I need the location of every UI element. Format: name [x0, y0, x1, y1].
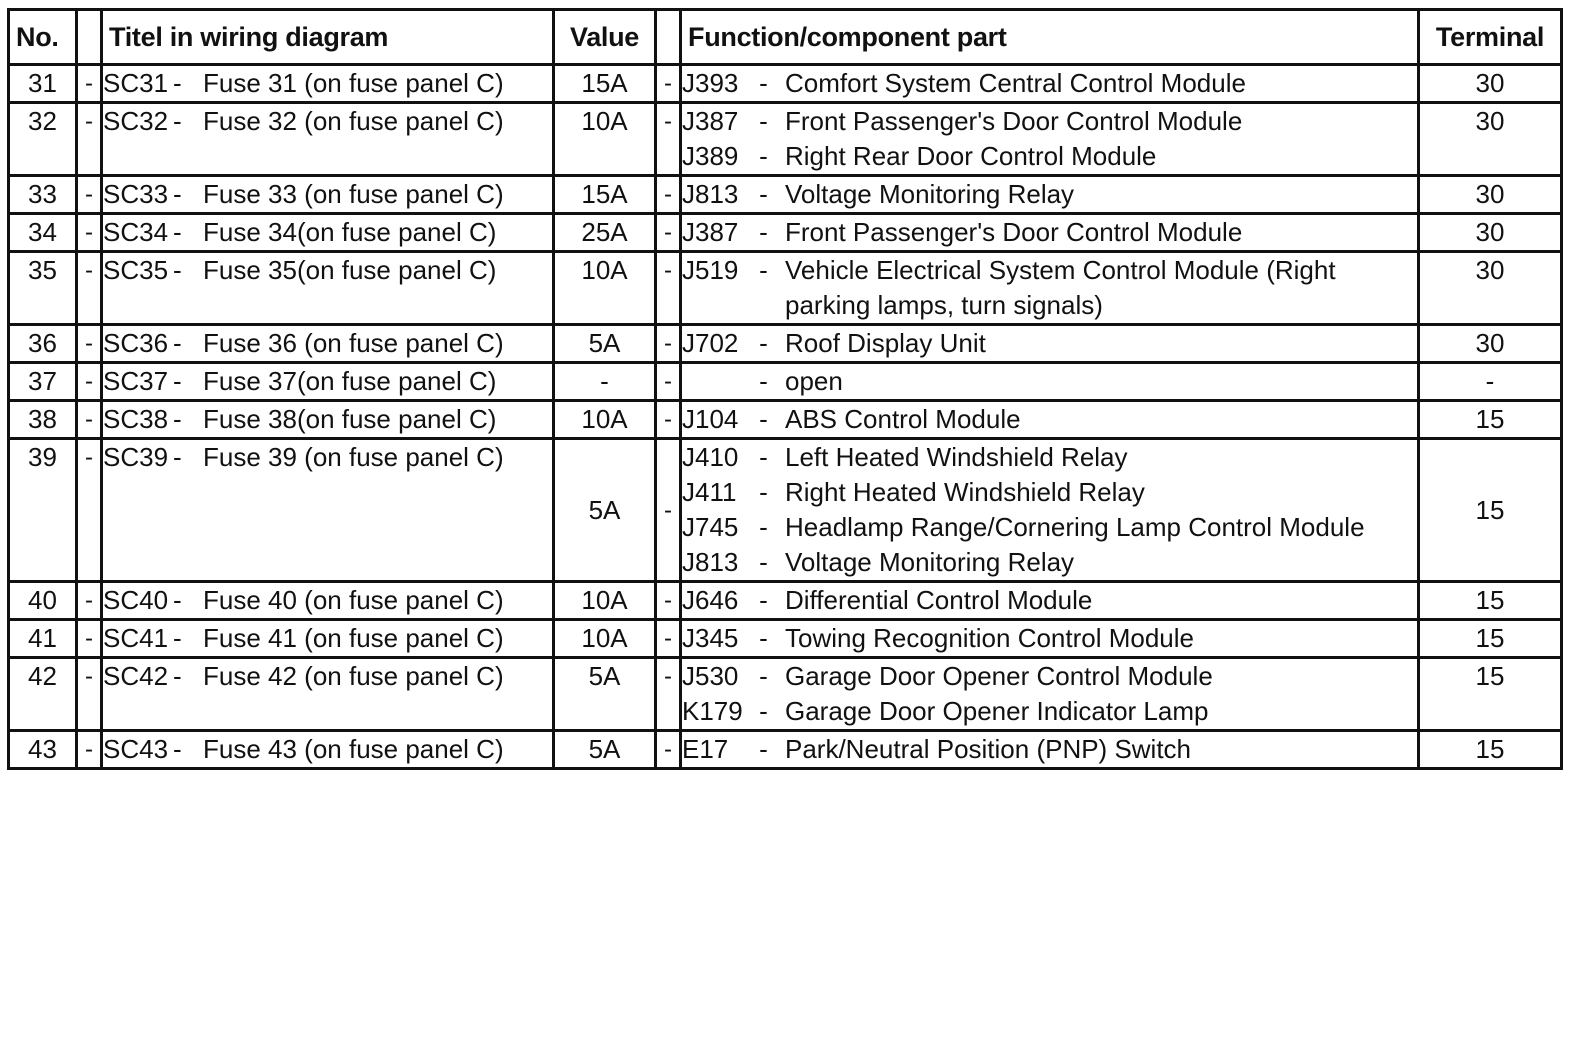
fuse-code-separator: - — [173, 442, 182, 472]
table-row — [9, 103, 1562, 176]
header-function: Function/component part — [681, 10, 1419, 65]
fuse-description: Fuse 42 (on fuse panel C) — [203, 661, 504, 691]
component-separator: - — [759, 328, 768, 358]
component-code: E17 — [682, 734, 729, 764]
fuse-number: 32 — [9, 103, 77, 176]
function-line — [682, 621, 1417, 656]
header-spacer-2 — [656, 10, 681, 65]
component-description: open — [785, 366, 843, 396]
fuse-description: Fuse 34(on fuse panel C) — [203, 217, 497, 247]
dash-cell: - — [656, 103, 681, 176]
component-description: Right Rear Door Control Module — [785, 141, 1157, 171]
fuse-table-container — [7, 8, 1560, 770]
table-row — [9, 252, 1562, 325]
fuse-code: SC35 — [103, 255, 169, 285]
component-code: J410 — [682, 442, 739, 472]
function-cell — [681, 252, 1419, 325]
fuse-value: 10A — [554, 252, 656, 325]
table-row — [9, 214, 1562, 252]
component-separator: - — [759, 217, 768, 247]
component-code: J646 — [682, 585, 739, 615]
component-description: Voltage Monitoring Relay — [785, 179, 1075, 209]
fuse-description: Fuse 40 (on fuse panel C) — [203, 585, 504, 615]
component-code: J530 — [682, 661, 739, 691]
table-row — [9, 731, 1562, 769]
component-separator: - — [759, 477, 768, 507]
terminal-cell: 15 — [1419, 582, 1562, 620]
dash-cell: - — [77, 103, 102, 176]
dash-cell: - — [656, 176, 681, 214]
fuse-value: 15A — [554, 65, 656, 103]
fuse-number: 40 — [9, 582, 77, 620]
fuse-description: Fuse 37(on fuse panel C) — [203, 366, 497, 396]
function-line — [682, 253, 1417, 323]
terminal-cell: 15 — [1419, 439, 1562, 582]
dash-cell: - — [656, 731, 681, 769]
table-row — [9, 582, 1562, 620]
terminal-cell: 30 — [1419, 214, 1562, 252]
component-description: Vehicle Electrical System Control Module (Right parking lamps, turn signals) — [785, 255, 1336, 320]
function-line — [682, 440, 1417, 475]
header-no: No. — [9, 10, 77, 65]
terminal-cell: 15 — [1419, 658, 1562, 731]
function-cell — [681, 325, 1419, 363]
component-code: J387 — [682, 106, 739, 136]
dash-cell: - — [77, 401, 102, 439]
component-separator: - — [759, 366, 768, 396]
component-separator: - — [759, 512, 768, 542]
function-line — [682, 326, 1417, 361]
fuse-description: Fuse 36 (on fuse panel C) — [203, 328, 504, 358]
component-separator: - — [759, 734, 768, 764]
fuse-value: 10A — [554, 582, 656, 620]
dash-cell: - — [656, 214, 681, 252]
function-line — [682, 66, 1417, 101]
component-code: J813 — [682, 547, 739, 577]
dash-cell: - — [77, 325, 102, 363]
function-cell — [681, 731, 1419, 769]
header-value: Value — [554, 10, 656, 65]
header-row — [9, 10, 1562, 65]
fuse-value: 10A — [554, 620, 656, 658]
wiring-title — [102, 252, 554, 325]
header-title: Titel in wiring diagram — [102, 10, 554, 65]
fuse-number: 35 — [9, 252, 77, 325]
component-description: Left Heated Windshield Relay — [785, 442, 1128, 472]
wiring-title — [102, 363, 554, 401]
component-code: J345 — [682, 623, 739, 653]
fuse-value: 10A — [554, 103, 656, 176]
fuse-code-separator: - — [173, 68, 182, 98]
fuse-code: SC41 — [103, 623, 169, 653]
fuse-value: 25A — [554, 214, 656, 252]
component-code: J104 — [682, 404, 739, 434]
component-description: Comfort System Central Control Module — [785, 68, 1246, 98]
component-code: K179 — [682, 696, 743, 726]
component-code: J387 — [682, 217, 739, 247]
function-line — [682, 475, 1417, 510]
terminal-cell: 30 — [1419, 176, 1562, 214]
function-line — [682, 139, 1417, 174]
component-separator: - — [759, 141, 768, 171]
wiring-title — [102, 103, 554, 176]
component-separator: - — [759, 585, 768, 615]
fuse-code-separator: - — [173, 366, 182, 396]
fuse-number: 41 — [9, 620, 77, 658]
fuse-description: Fuse 32 (on fuse panel C) — [203, 106, 504, 136]
fuse-code-separator: - — [173, 255, 182, 285]
table-row — [9, 65, 1562, 103]
dash-cell: - — [656, 363, 681, 401]
fuse-value: 5A — [554, 325, 656, 363]
component-description: ABS Control Module — [785, 404, 1021, 434]
function-line — [682, 545, 1417, 580]
fuse-number: 43 — [9, 731, 77, 769]
fuse-code-separator: - — [173, 585, 182, 615]
fuse-code-separator: - — [173, 734, 182, 764]
function-cell — [681, 214, 1419, 252]
function-cell — [681, 658, 1419, 731]
function-line — [682, 215, 1417, 250]
fuse-code: SC39 — [103, 442, 169, 472]
wiring-title — [102, 731, 554, 769]
table-row — [9, 325, 1562, 363]
component-separator: - — [759, 255, 768, 285]
component-separator: - — [759, 547, 768, 577]
fuse-value: 5A — [554, 731, 656, 769]
fuse-number: 31 — [9, 65, 77, 103]
fuse-number: 39 — [9, 439, 77, 582]
wiring-title — [102, 401, 554, 439]
function-line — [682, 659, 1417, 694]
component-description: Garage Door Opener Control Module — [785, 661, 1213, 691]
fuse-value: - — [554, 363, 656, 401]
fuse-description: Fuse 38(on fuse panel C) — [203, 404, 497, 434]
function-cell — [681, 582, 1419, 620]
dash-cell: - — [77, 582, 102, 620]
component-description: Headlamp Range/Cornering Lamp Control Module — [785, 512, 1365, 542]
terminal-cell: 15 — [1419, 620, 1562, 658]
fuse-table — [7, 8, 1563, 770]
component-description: Right Heated Windshield Relay — [785, 477, 1145, 507]
header-terminal: Terminal — [1419, 10, 1562, 65]
component-separator: - — [759, 68, 768, 98]
dash-cell: - — [656, 325, 681, 363]
fuse-code: SC33 — [103, 179, 169, 209]
function-cell — [681, 176, 1419, 214]
wiring-title — [102, 65, 554, 103]
fuse-description: Fuse 41 (on fuse panel C) — [203, 623, 504, 653]
terminal-cell: 15 — [1419, 731, 1562, 769]
fuse-number: 38 — [9, 401, 77, 439]
dash-cell: - — [656, 401, 681, 439]
table-row — [9, 658, 1562, 731]
component-code — [682, 364, 742, 399]
component-separator: - — [759, 696, 768, 726]
function-line — [682, 177, 1417, 212]
terminal-cell: 15 — [1419, 401, 1562, 439]
fuse-code: SC36 — [103, 328, 169, 358]
fuse-code: SC40 — [103, 585, 169, 615]
fuse-code-separator: - — [173, 328, 182, 358]
fuse-code: SC32 — [103, 106, 169, 136]
fuse-number: 36 — [9, 325, 77, 363]
fuse-description: Fuse 35(on fuse panel C) — [203, 255, 497, 285]
wiring-title — [102, 582, 554, 620]
wiring-title — [102, 620, 554, 658]
terminal-cell: 30 — [1419, 65, 1562, 103]
dash-cell: - — [656, 620, 681, 658]
table-row — [9, 176, 1562, 214]
component-code: J393 — [682, 68, 739, 98]
terminal-cell: - — [1419, 363, 1562, 401]
function-line — [682, 583, 1417, 618]
dash-cell: - — [656, 658, 681, 731]
component-description: Towing Recognition Control Module — [785, 623, 1195, 653]
fuse-code-separator: - — [173, 623, 182, 653]
header-spacer-1 — [77, 10, 102, 65]
fuse-number: 42 — [9, 658, 77, 731]
wiring-title — [102, 176, 554, 214]
fuse-code: SC34 — [103, 217, 169, 247]
fuse-value: 5A — [554, 439, 656, 582]
function-cell — [681, 620, 1419, 658]
fuse-value: 15A — [554, 176, 656, 214]
terminal-cell: 30 — [1419, 103, 1562, 176]
fuse-description: Fuse 33 (on fuse panel C) — [203, 179, 504, 209]
fuse-code-separator: - — [173, 404, 182, 434]
component-description: Front Passenger's Door Control Module — [785, 217, 1243, 247]
terminal-cell: 30 — [1419, 325, 1562, 363]
dash-cell: - — [77, 620, 102, 658]
function-line — [682, 364, 1417, 399]
function-cell — [681, 363, 1419, 401]
component-description: Park/Neutral Position (PNP) Switch — [785, 734, 1192, 764]
component-description: Roof Display Unit — [785, 328, 986, 358]
wiring-title — [102, 325, 554, 363]
component-code: J411 — [682, 477, 737, 507]
function-line — [682, 694, 1417, 729]
function-line — [682, 510, 1417, 545]
component-code: J702 — [682, 328, 739, 358]
dash-cell: - — [77, 214, 102, 252]
fuse-table-body — [9, 65, 1562, 769]
wiring-title — [102, 658, 554, 731]
fuse-code-separator: - — [173, 217, 182, 247]
fuse-code: SC37 — [103, 366, 169, 396]
dash-cell: - — [77, 658, 102, 731]
dash-cell: - — [656, 582, 681, 620]
fuse-number: 34 — [9, 214, 77, 252]
dash-cell: - — [77, 65, 102, 103]
fuse-value: 10A — [554, 401, 656, 439]
component-separator: - — [759, 404, 768, 434]
component-separator: - — [759, 179, 768, 209]
component-separator: - — [759, 442, 768, 472]
dash-cell: - — [77, 363, 102, 401]
component-code: J389 — [682, 141, 739, 171]
table-row — [9, 439, 1562, 582]
dash-cell: - — [77, 439, 102, 582]
function-line — [682, 104, 1417, 139]
dash-cell: - — [77, 176, 102, 214]
component-description: Garage Door Opener Indicator Lamp — [785, 696, 1209, 726]
fuse-number: 33 — [9, 176, 77, 214]
fuse-code: SC43 — [103, 734, 169, 764]
function-cell — [681, 103, 1419, 176]
function-cell — [681, 439, 1419, 582]
fuse-value: 5A — [554, 658, 656, 731]
dash-cell: - — [656, 439, 681, 582]
table-row — [9, 620, 1562, 658]
function-line — [682, 732, 1417, 767]
dash-cell: - — [77, 252, 102, 325]
table-row — [9, 401, 1562, 439]
component-description: Differential Control Module — [785, 585, 1093, 615]
component-separator: - — [759, 623, 768, 653]
function-cell — [681, 401, 1419, 439]
component-code: J745 — [682, 512, 739, 542]
function-line — [682, 402, 1417, 437]
component-code: J813 — [682, 179, 739, 209]
wiring-title — [102, 439, 554, 582]
dash-cell: - — [77, 731, 102, 769]
fuse-code: SC38 — [103, 404, 169, 434]
component-separator: - — [759, 661, 768, 691]
function-cell — [681, 65, 1419, 103]
fuse-number: 37 — [9, 363, 77, 401]
dash-cell: - — [656, 65, 681, 103]
component-description: Front Passenger's Door Control Module — [785, 106, 1243, 136]
dash-cell: - — [656, 252, 681, 325]
wiring-title — [102, 214, 554, 252]
fuse-code: SC42 — [103, 661, 169, 691]
fuse-code: SC31 — [103, 68, 169, 98]
table-row — [9, 363, 1562, 401]
component-description: Voltage Monitoring Relay — [785, 547, 1075, 577]
component-separator: - — [759, 106, 768, 136]
fuse-code-separator: - — [173, 106, 182, 136]
fuse-code-separator: - — [173, 179, 182, 209]
fuse-description: Fuse 43 (on fuse panel C) — [203, 734, 504, 764]
fuse-code-separator: - — [173, 661, 182, 691]
component-code: J519 — [682, 255, 739, 285]
fuse-description: Fuse 31 (on fuse panel C) — [203, 68, 504, 98]
terminal-cell: 30 — [1419, 252, 1562, 325]
fuse-description: Fuse 39 (on fuse panel C) — [203, 442, 504, 472]
